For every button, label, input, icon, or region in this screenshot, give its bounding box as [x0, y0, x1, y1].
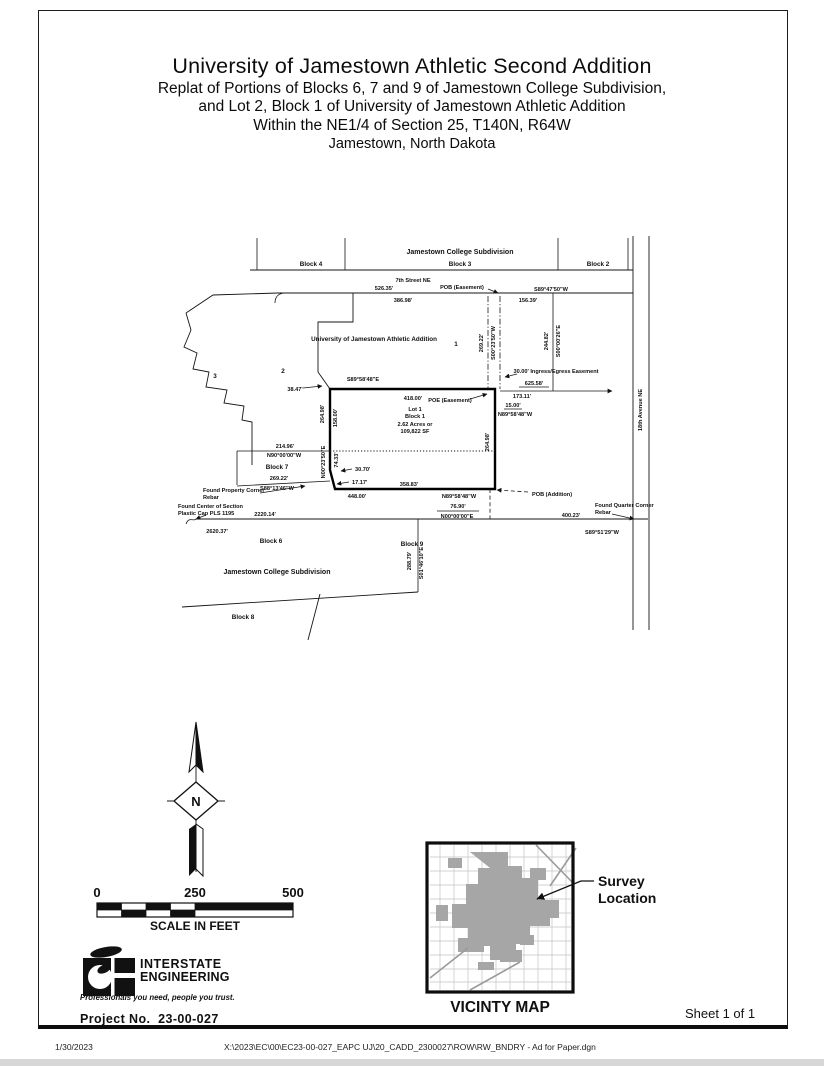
street-7th-label: 7th Street NE — [395, 278, 431, 284]
page-title: University of Jamestown Athletic Second Addition — [172, 54, 652, 78]
north-arrow-letter: N — [191, 794, 201, 809]
bearing-n895848w-south-label: N89°58'48"W — [441, 494, 477, 500]
lot1-sqft-label: 109,822 SF — [400, 429, 430, 435]
block7-label: Block 7 — [265, 464, 289, 471]
found-quarter-corner-note-1: Found Quarter Corner — [595, 503, 654, 509]
dim-30-label: 30.70' — [355, 467, 371, 473]
dim-288-label: 288.79' — [407, 551, 413, 571]
found-quarter-corner-note-2: Rebar — [595, 510, 611, 516]
interstate-engineering-logo — [80, 944, 235, 1002]
lot1-number-label: 1 — [454, 341, 458, 348]
block3-label: Block 3 — [448, 261, 472, 268]
sheet-number: Sheet 1 of 1 — [685, 1006, 756, 1021]
file-path: X:\2023\EC\00\EC23-00-027_EAPC UJ\20_CADD_2300027\ROW\RW_BNDRY - Ad for Paper.dgn — [224, 1042, 596, 1052]
bearing-n002350e-label: N00°23'50"E — [321, 445, 327, 479]
street-18th-label: 18th Avenue NE — [638, 388, 644, 432]
scale-tick-500: 500 — [282, 885, 304, 900]
title-subline-1: Replat of Portions of Blocks 6, 7 and 9 of Jamestown College Subdivision, — [157, 79, 667, 97]
poe-easement-label: POE (Easement) — [428, 398, 472, 404]
vicinity-map — [427, 843, 656, 1016]
logo-hat-icon — [89, 944, 122, 959]
dim-214-label: 214.96' — [275, 444, 295, 450]
lot1-block-label: Block 1 — [405, 414, 425, 420]
title-subline-4: Jamestown, North Dakota — [328, 135, 496, 152]
lot3-number-label: 3 — [213, 373, 217, 380]
survey-location-line1: Survey — [598, 873, 645, 889]
athletic-addition-boundary — [184, 293, 353, 465]
block6-label: Block 6 — [259, 538, 283, 545]
dim-526-label: 526.35' — [374, 286, 394, 292]
found-center-section-note-1: Found Center of Section — [178, 504, 243, 510]
dim-400-label: 400.23' — [561, 513, 581, 519]
lot1-acreage-label: 2.62 Acres or — [397, 422, 433, 428]
bearing-n895848w-east-label: N89°58'48"W — [497, 412, 533, 418]
scale-tick-250: 250 — [184, 885, 206, 900]
dim-38-label: 38.47' — [287, 387, 303, 393]
bearing-s895129w-label: S89°51'29"W — [585, 530, 619, 536]
dim-17-label: 17.17' — [352, 480, 368, 486]
lot2-number-label: 2 — [281, 368, 285, 375]
dim-448-label: 448.00' — [347, 494, 367, 500]
bearing-s014610e-label: S01°46'10"E — [419, 546, 425, 580]
bearing-s895848e-label: S89°58'48"E — [346, 377, 380, 383]
street-18th-lines — [633, 236, 649, 630]
vicinity-map-caption: VICINTY MAP — [450, 999, 550, 1016]
project-number-value: 23-00-027 — [158, 1012, 219, 1026]
dim-74-label: 74.33' — [334, 452, 340, 468]
dim-625-label: 625.58' — [524, 381, 544, 387]
scan-edge-strip — [0, 1059, 824, 1066]
logo-name-line2: ENGINEERING — [140, 970, 230, 984]
bearing-s000026e-label: S00°00'26"E — [556, 324, 562, 358]
dim-358-label: 358.83' — [399, 482, 419, 488]
bearing-n000000e-label: N00°00'00"E — [440, 514, 474, 520]
block8-label: Block 8 — [231, 614, 255, 621]
dim-15-label: 15.00' — [505, 403, 521, 409]
dim-269-vertical-label: 269.22' — [479, 333, 485, 353]
dim-158-label: 158.00' — [333, 408, 339, 428]
bearing-n900000w-label: N90°00'00"W — [266, 453, 302, 459]
scale-caption: SCALE IN FEET — [149, 919, 241, 933]
scale-bar — [93, 885, 303, 933]
dim-264-west-label: 264.98' — [320, 404, 326, 424]
block2-label: Block 2 — [586, 261, 610, 268]
survey-location-line2: Location — [598, 890, 657, 906]
found-center-section-note-2: Plastic Cap PLS 1195 — [178, 511, 235, 517]
dim-269-block7-label: 269.22' — [269, 476, 289, 482]
dim-2220-label: 2220.14' — [254, 512, 276, 518]
block-row-lines — [250, 238, 633, 303]
logo-name-line1: INTERSTATE — [140, 957, 222, 971]
plot-date: 1/30/2023 — [55, 1042, 93, 1052]
athletic-addition-label: University of Jamestown Athletic Addition — [311, 336, 437, 343]
vicinity-city-area — [436, 852, 559, 970]
easement-lines — [437, 293, 612, 519]
pob-easement-label: POB (Easement) — [440, 285, 484, 291]
dim-386-label: 386.98' — [393, 298, 413, 304]
bearing-s894750w-label: S89°47'50"W — [534, 287, 568, 293]
block9-label: Block 9 — [400, 541, 424, 548]
dim-2620-label: 2620.37' — [206, 529, 228, 535]
dim-418-label: 418.00' — [403, 396, 423, 402]
logo-tagline: Professionals you need, people you trust. — [80, 993, 235, 1002]
lot1-title-label: Lot 1 — [408, 407, 422, 413]
ingress-egress-easement-note: 30.00' Ingress/Egress Easement — [513, 369, 599, 375]
dim-173-label: 173.11' — [512, 394, 532, 400]
north-arrow — [167, 722, 225, 876]
project-number-label: Project No. — [80, 1012, 151, 1026]
found-property-corner-note-2: Rebar — [203, 495, 219, 501]
dim-76-label: 76.90' — [450, 504, 466, 510]
project-number-row — [80, 1012, 219, 1026]
block4-label: Block 4 — [299, 261, 323, 268]
dim-244-label: 244.82' — [544, 331, 550, 351]
title-subline-2: and Lot 2, Block 1 of University of Jamestown Athletic Addition — [198, 98, 626, 116]
title-subline-3: Within the NE1/4 of Section 25, T140N, R64W — [253, 116, 571, 134]
scale-tick-0: 0 — [93, 885, 101, 900]
lot-boundary — [330, 389, 495, 489]
survey-location-arrow — [537, 881, 594, 899]
dim-156-label: 156.39' — [518, 298, 538, 304]
subdivision-label-bottom: Jamestown College Subdivision — [223, 569, 331, 576]
bearing-s002350w-label: S00°23'50"W — [491, 326, 497, 360]
found-property-corner-note-1: Found Property Corner — [203, 488, 265, 494]
bearing-s881346w-label: S88°13'46"W — [260, 486, 294, 492]
subdivision-label-top: Jamestown College Subdivision — [406, 249, 514, 256]
pob-addition-label: POB (Addition) — [532, 492, 573, 498]
dim-264-east-label: 264.98' — [485, 432, 491, 452]
section-lines — [182, 519, 648, 640]
